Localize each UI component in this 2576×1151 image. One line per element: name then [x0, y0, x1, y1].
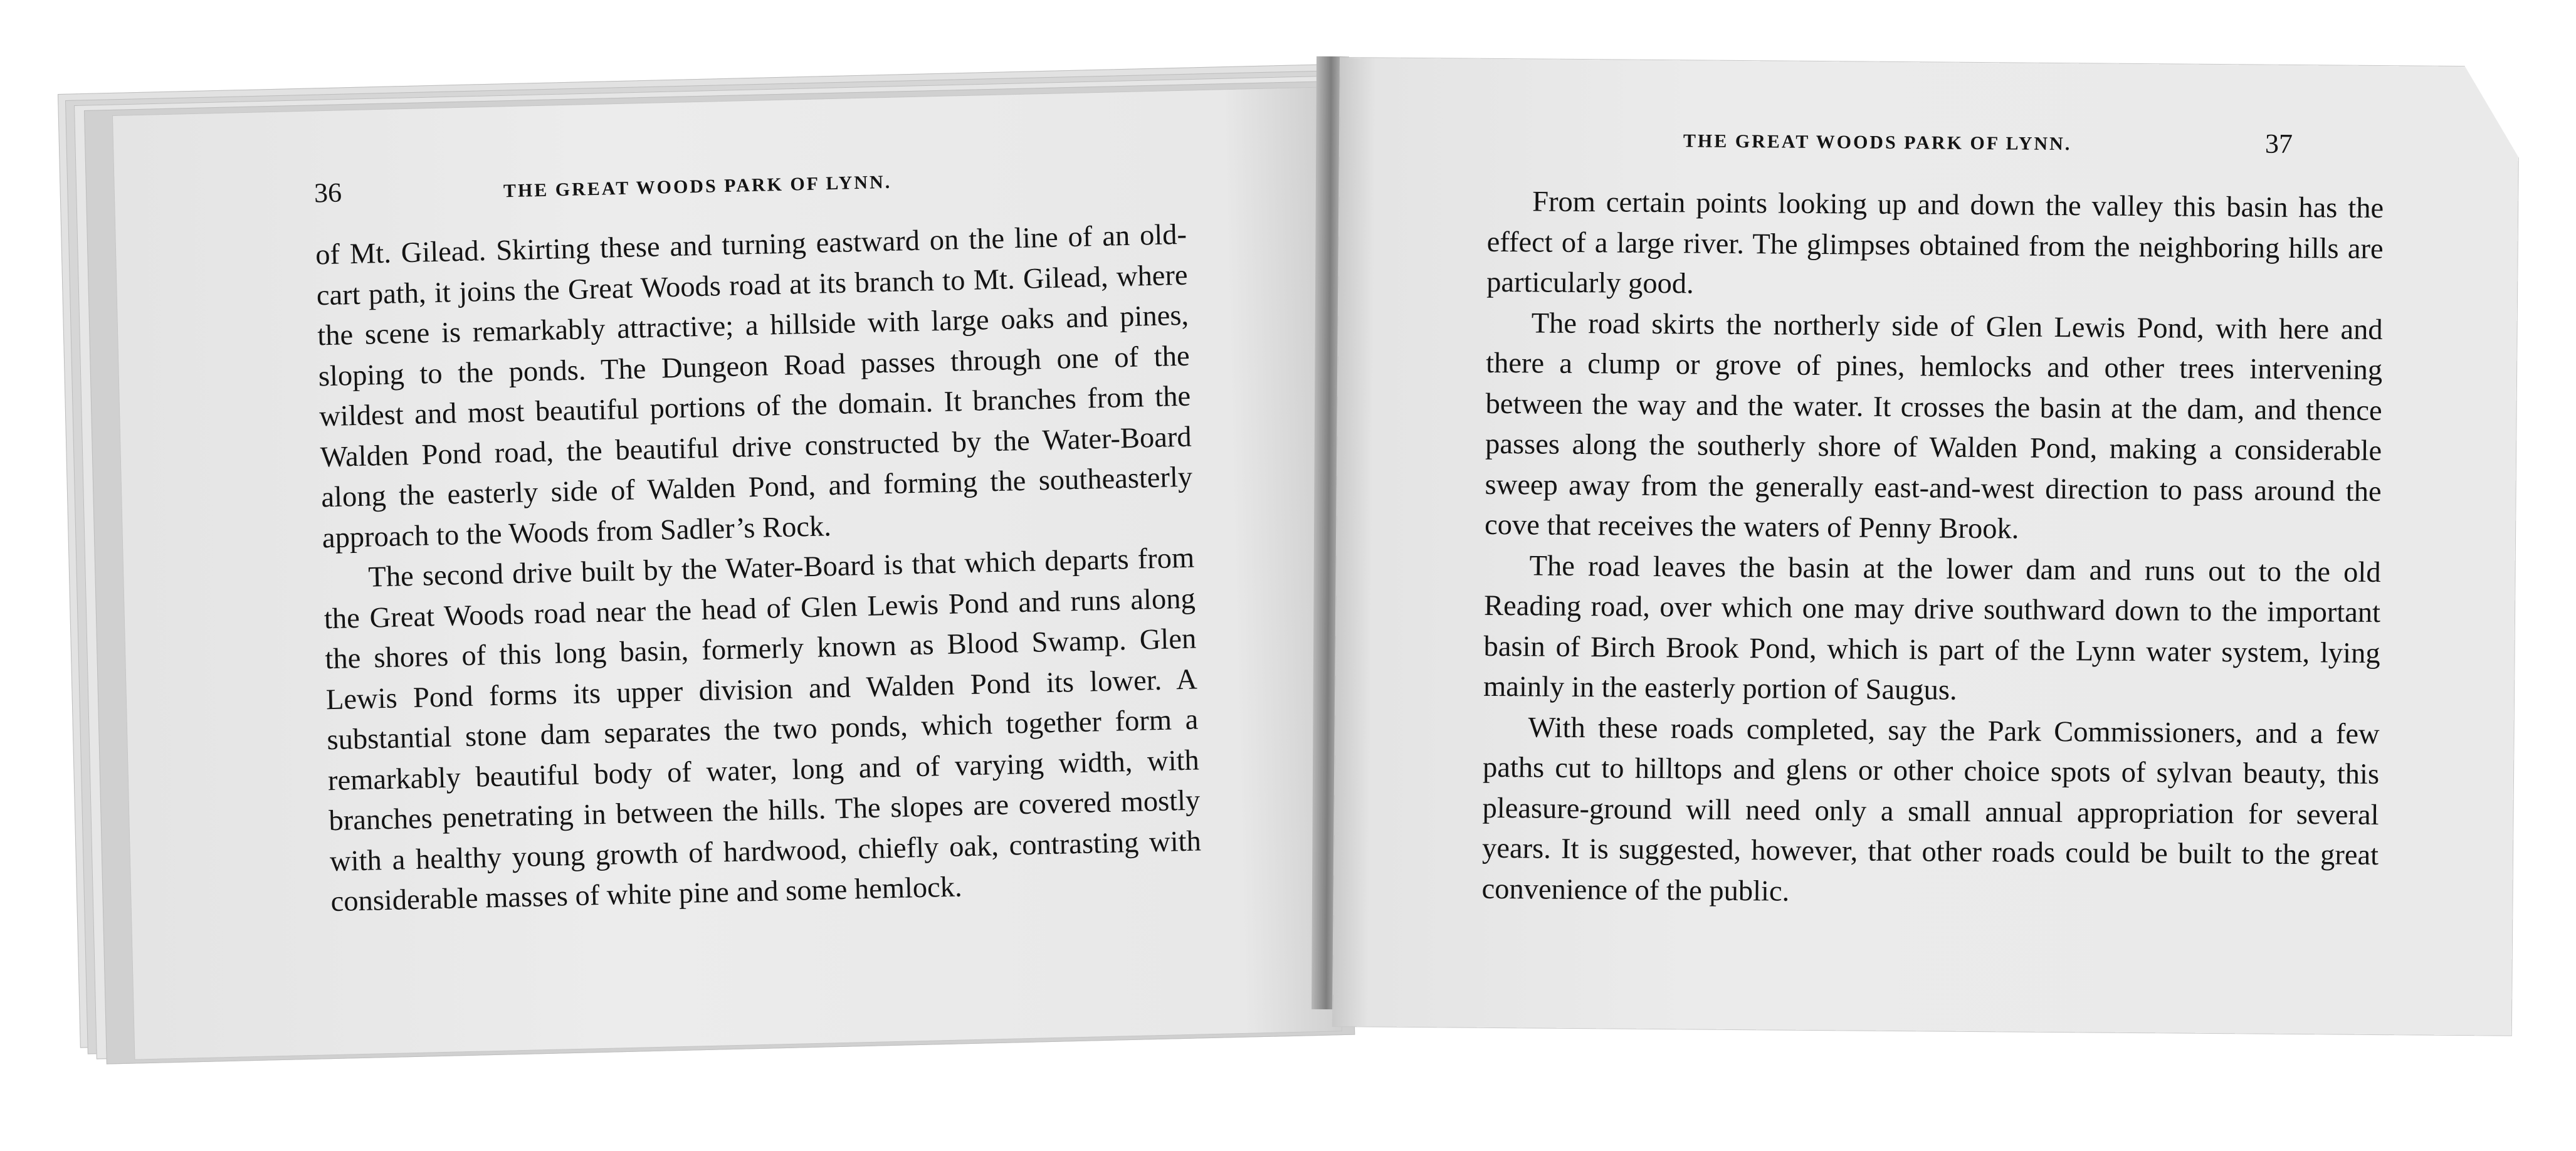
page-number: 36 — [313, 177, 342, 209]
paragraph: From certain points looking up and down the valley this basin has the effect of a large river. The glimpses obtained from the neighboring hills are particularly good. — [1486, 186, 2384, 300]
running-head: THE GREAT WOODS PARK OF LYNN. — [1683, 130, 2072, 155]
paragraph: The second drive built by the Water-Board is that which departs from the Great Woods road near the head of Glen Lewis Pond and runs along the shores of this long basin, formerly known as Blood Swamp. Glen Lewis Pond forms its upper division and Walden Pond its lower. A substantial stone dam separates the two ponds, which together form a remarkably beautiful body of water, long and of varying width, with branches penetrating in between the hills. The slopes are covered mostly with a healthy young growth of hardwood, chiefly oak, contrasting with considerable masses of white pine and some hemlock. — [323, 542, 1202, 918]
paragraph: With these roads completed, say the Park Commissioners, and a few paths cut to hilltops and glens or other choice spots of sylvan beauty, this pleasure-ground will need only a small annual appropriation for several years. It is suggested, however, that other roads could be built to the great convenience of the public. — [1481, 711, 2380, 908]
running-head: THE GREAT WOODS PARK OF LYNN. — [503, 171, 892, 202]
body-text — [1481, 182, 2384, 917]
right-page — [1333, 58, 2519, 1036]
paragraph: The road skirts the northerly side of Glen Lewis Pond, with here and there a clump or grove of pines, hemlocks and other trees intervening between the way and the water. It crosses the basin at the dam, and thence passes along the southerly shore of Walden Pond, making a considerable sweep away from the generally east-and-west direction to pass around the cove that receives the waters of Penny Brook. — [1484, 307, 2383, 545]
page-number: 37 — [2264, 128, 2293, 159]
paragraph: of Mt. Gilead. Skirting these and turning eastward on the line of an old-cart path, it joins the Great Woods road at its branch to Mt. Gilead, where the scene is remarkably attractive; a hillside with large oaks and pines, sloping to the ponds. The Dungeon Road passes through one of the wildest and most beautiful portions of the domain. It branches from the Walden Pond road, the beautiful drive constructed by the Water-Board along the easterly side of Walden Pond, and forming the southeasterly approach to the Woods from Sadler’s Rock. — [315, 218, 1193, 554]
paragraph: The road leaves the basin at the lower dam and runs out to the old Reading road, over which one may drive southward down to the important basin of Birch Brook Pond, which is part of the Lynn water system, lying mainly in the easterly portion of Saugus. — [1483, 549, 2381, 707]
folded-corner — [2463, 65, 2520, 160]
body-text — [315, 215, 1202, 923]
left-page — [113, 88, 1342, 1059]
